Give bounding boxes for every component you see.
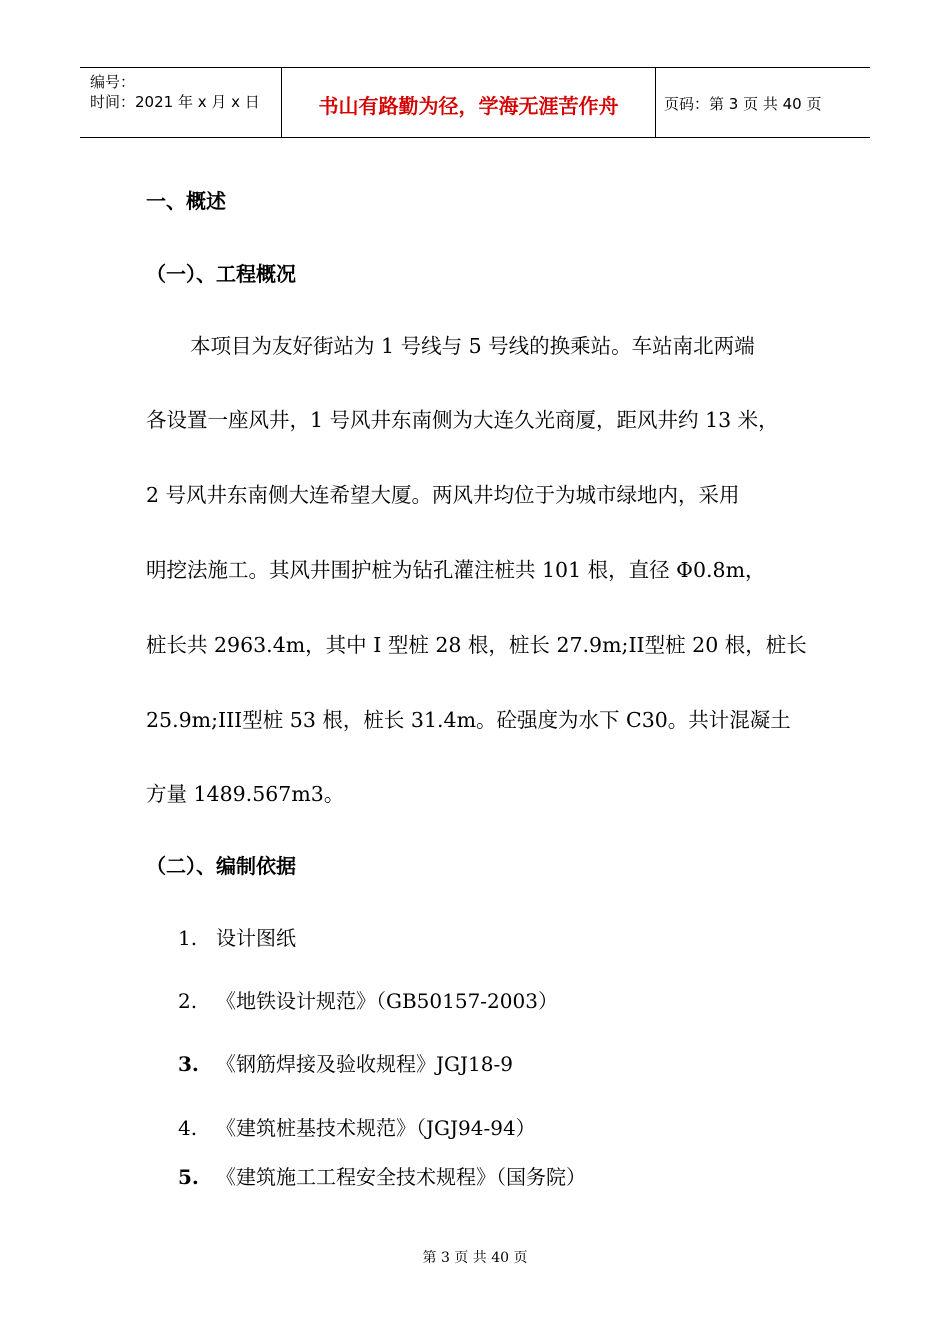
- header-meta-cell: [80, 68, 280, 137]
- reference-number: 3.: [178, 1052, 199, 1076]
- paragraph-line: 本项目为友好街站为 1 号线与 5 号线的换乘站。车站南北两端: [190, 334, 755, 358]
- page-info: 页码：第 3 页 共 40 页: [664, 95, 822, 113]
- paragraph-line: 桩长共 2963.4m，其中 I 型桩 28 根，桩长 27.9m;II型桩 20 根，桩长: [146, 633, 807, 657]
- reference-number: 5.: [178, 1165, 199, 1189]
- header-table: [80, 67, 870, 138]
- header-motto-cell: [281, 68, 656, 137]
- reference-number: 2.: [178, 989, 198, 1013]
- time-label: 时间：2021 年 x 月 x 日: [90, 93, 260, 111]
- reference-text: 《地铁设计规范》（GB50157-2003）: [216, 989, 558, 1013]
- motto-text: 书山有路勤为径，学海无涯苦作舟: [318, 94, 619, 118]
- paragraph-line: 2 号风井东南侧大连希望大厦。两风井均位于为城市绿地内，采用: [146, 483, 740, 507]
- paragraph-line: 方量 1489.567m3。: [146, 782, 345, 806]
- reference-number: 1.: [178, 926, 198, 950]
- reference-text: 设计图纸: [216, 926, 296, 950]
- paragraph-line: 明挖法施工。其风井围护桩为钻孔灌注桩共 101 根，直径 Φ0.8m，: [146, 558, 766, 582]
- reference-text: 《建筑施工工程安全技术规程》（国务院）: [216, 1165, 586, 1189]
- page-footer: 第 3 页 共 40 页: [422, 1250, 528, 1266]
- subsection-title-overview: （一）、工程概况: [146, 262, 296, 286]
- number-label: 编号：: [90, 73, 136, 91]
- reference-item: [178, 1112, 536, 1141]
- reference-item: [178, 985, 558, 1014]
- reference-text: 《建筑桩基技术规范》（JGJ94-94）: [216, 1116, 536, 1140]
- reference-number: 4.: [178, 1116, 198, 1140]
- paragraph-line: 各设置一座风井，1 号风井东南侧为大连久光商厦，距风井约 13 米，: [146, 408, 779, 432]
- subsection-title-basis: （二）、编制依据: [146, 854, 296, 878]
- reference-item: [178, 922, 296, 951]
- reference-item: [178, 1161, 586, 1190]
- paragraph-line: 25.9m;III型桩 53 根，桩长 31.4m。砼强度为水下 C30。共计混凝土: [146, 708, 791, 732]
- reference-text: 《钢筋焊接及验收规程》JGJ18-9: [216, 1052, 513, 1076]
- section-title: 一、概述: [146, 189, 226, 213]
- reference-item: [178, 1048, 513, 1077]
- header-page-cell: [655, 68, 870, 137]
